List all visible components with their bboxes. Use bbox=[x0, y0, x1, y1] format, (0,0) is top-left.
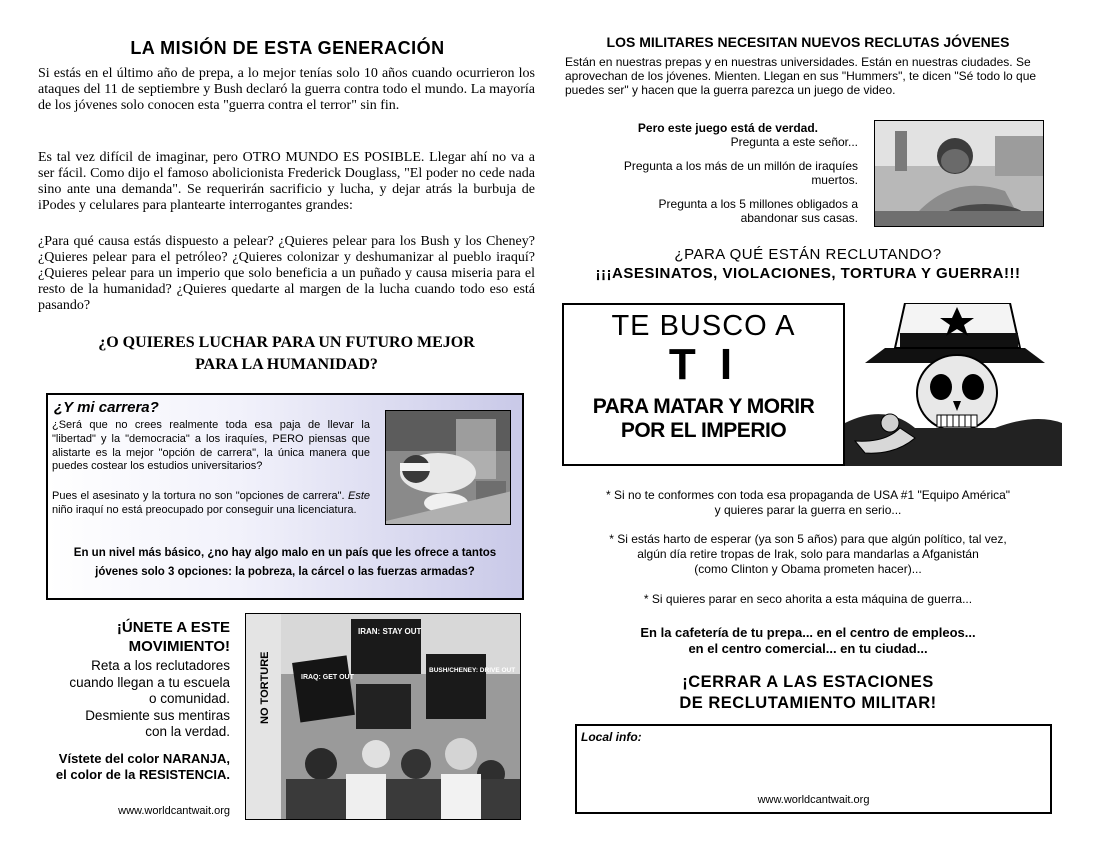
propaganda-point bbox=[562, 488, 1054, 518]
sign-iraq: IRAQ: GET OUT bbox=[301, 674, 354, 681]
recruits-paragraph: Están en nuestras prepas y en nuestras universidades. Están en nuestras ciudades. Se aprovechan de los jóvenes. Mienten. Llegan en sus "Hummers", te dicen "Sé todo lo que puedes ser" y hacen que la guerra parezca un juego de video. bbox=[565, 55, 1037, 97]
join-movement-block bbox=[38, 618, 230, 783]
game-lines bbox=[575, 121, 858, 235]
join-title-line1: ¡ÚNETE A ESTE bbox=[116, 619, 230, 636]
crying-man-photo bbox=[874, 120, 1044, 227]
join-title bbox=[38, 618, 230, 656]
poster-line3b: POR EL IMPERIO bbox=[620, 419, 787, 442]
close-line1: ¡CERRAR A LAS ESTACIONES bbox=[682, 673, 934, 691]
wounded-child-photo bbox=[385, 410, 511, 525]
fight-heading bbox=[38, 332, 535, 376]
mission-title: LA MISIÓN DE ESTA GENERACIÓN bbox=[130, 38, 445, 58]
game-line: Pregunta a los más de un millón de iraquíes bbox=[623, 159, 858, 173]
another-world-paragraph: Es tal vez difícil de imaginar, pero OTRO MUNDO ES POSIBLE. Llegar ahí no va a ser fácil. Como dijo el famoso abolicionista Frederick Douglass, "El poder no cede nada sino ante una demanda". Se requerirán sacrificio y lucha, y dejar atrás la burbuja de iPodes y celulares para plantearte interrogantes grandes: bbox=[38, 150, 535, 213]
game-line: Pregunta a los 5 millones obligados a bbox=[658, 197, 858, 211]
orange-resistance bbox=[38, 751, 230, 783]
sign-iran: IRAN: STAY OUT bbox=[358, 627, 422, 636]
point-2b: algún día retire tropas de Irak, solo para mandarlas a Afganistán bbox=[637, 547, 979, 561]
skull-uncle-sam-image bbox=[845, 303, 1062, 466]
poster-line3a: PARA MATAR Y MORIR bbox=[592, 395, 815, 418]
career-bold-line2: jóvenes solo 3 opciones: la pobreza, la cárcel o las fuerzas armadas? bbox=[95, 566, 475, 578]
career-paragraph-2 bbox=[52, 490, 370, 518]
join-text bbox=[38, 658, 230, 741]
stop-war-point: * Si quieres parar en seco ahorita a esta máquina de guerra... bbox=[643, 592, 973, 606]
uncle-sam-poster bbox=[562, 303, 1062, 466]
join-line: Reta a los reclutadores bbox=[91, 658, 230, 673]
why-recruiting-question: ¿PARA QUÉ ESTÁN RECLUTANDO? bbox=[674, 246, 942, 263]
why-recruiting-answer: ¡¡¡ASESINATOS, VIOLACIONES, TORTURA Y GUERRA!!! bbox=[595, 265, 1021, 282]
poster-text bbox=[562, 303, 845, 466]
game-line: muertos. bbox=[811, 173, 858, 187]
game-bold-line: Pero este juego está de verdad. bbox=[637, 121, 818, 135]
protest-photo bbox=[245, 613, 521, 820]
poster-line1: TE BUSCO A bbox=[611, 310, 796, 342]
career-p2-end: niño iraquí no está preocupado por conseguir una licenciatura. bbox=[52, 503, 357, 516]
questions-paragraph: ¿Para qué causa estás dispuesto a pelear? ¿Quieres pelear para los Bush y los Cheney? ¿Quieres pelear para el petróleo? ¿Quieres colonizar y deshumanizar al pueblo iraquí? ¿Quieres pelear para un imperio que solo beneficia a un puñado y causa miseria para el resto de la humanidad? ¿Quieres quedarte al margen de la lucha cuando todo eso está pasando? bbox=[38, 234, 535, 313]
waiting-point bbox=[562, 532, 1054, 577]
fight-heading-line2: PARA LA HUMANIDAD? bbox=[195, 356, 378, 373]
local-info-box bbox=[575, 724, 1052, 814]
point-2a: * Si estás harto de esperar (ya son 5 años) para que algún político, tal vez, bbox=[609, 532, 1007, 546]
career-p2-italic: Este bbox=[347, 490, 370, 502]
join-line: cuando llegan a tu escuela bbox=[69, 674, 230, 690]
orange-line1: Vístete del color NARANJA, bbox=[58, 750, 230, 766]
local-info-label: Local info: bbox=[581, 730, 642, 744]
places-text bbox=[562, 625, 1054, 657]
join-line: o comunidad. bbox=[148, 691, 230, 706]
website-link[interactable]: www.worldcantwait.org bbox=[118, 805, 230, 817]
intro-paragraph: Si estás en el último año de prepa, a lo mejor tenías solo 10 años cuando ocurrieron los ataques del 11 de septiembre y Bush declaró la guerra contra todo el mundo. La mayoría de los jóvenes solo conocen esta "guerra contra el terror" sin fin. bbox=[38, 66, 535, 113]
point-1b: y quieres parar la guerra en serio... bbox=[714, 503, 902, 517]
point-2c: (como Clinton y Obama prometen hacer)... bbox=[694, 562, 922, 576]
places-line1: En la cafetería de tu prepa... en el centro de empleos... bbox=[640, 625, 976, 640]
poster-line2: T I bbox=[668, 340, 739, 389]
poster-line3 bbox=[564, 395, 843, 443]
join-line: con la verdad. bbox=[145, 724, 230, 739]
game-line: Pregunta a este señor... bbox=[730, 135, 858, 149]
point-1a: * Si no te conformes con toda esa propaganda de USA #1 "Equipo América" bbox=[605, 488, 1011, 502]
join-title-line2: MOVIMIENTO! bbox=[128, 638, 230, 655]
places-line2: en el centro comercial... en tu ciudad... bbox=[688, 641, 928, 656]
sign-bush-cheney: BUSH/CHENEY: DRIVE OUT bbox=[429, 667, 516, 674]
fight-heading-line1: ¿O QUIERES LUCHAR PARA UN FUTURO MEJOR bbox=[98, 334, 475, 351]
orange-line2: el color de la RESISTENCIA. bbox=[55, 766, 230, 782]
close-line2: DE RECLUTAMIENTO MILITAR! bbox=[679, 694, 937, 712]
career-bold-question bbox=[50, 544, 520, 582]
career-bold-line1: En un nivel más básico, ¿no hay algo malo en un país que les ofrece a tantos bbox=[73, 547, 497, 559]
local-website-link[interactable]: www.worldcantwait.org bbox=[757, 794, 870, 806]
recruits-title: LOS MILITARES NECESITAN NUEVOS RECLUTAS JÓVENES bbox=[606, 34, 1010, 50]
career-paragraph: ¿Será que no crees realmente toda esa paja de llevar la "libertad" y la "democracia" a los iraquíes, PERO piensas que alistarte es la mejor "opción de carrera", la única manera que puedes costear los estudios universitarios? bbox=[52, 419, 370, 473]
close-stations-heading bbox=[562, 672, 1054, 714]
no-torture-sign: NO TORTURE bbox=[259, 651, 271, 724]
career-p2-start: Pues el asesinato y la tortura no son "opciones de carrera". bbox=[52, 490, 345, 502]
career-title: ¿Y mi carrera? bbox=[54, 399, 159, 416]
career-box bbox=[46, 393, 524, 600]
game-line: abandonar sus casas. bbox=[740, 211, 858, 225]
join-line: Desmiente sus mentiras bbox=[85, 707, 230, 723]
